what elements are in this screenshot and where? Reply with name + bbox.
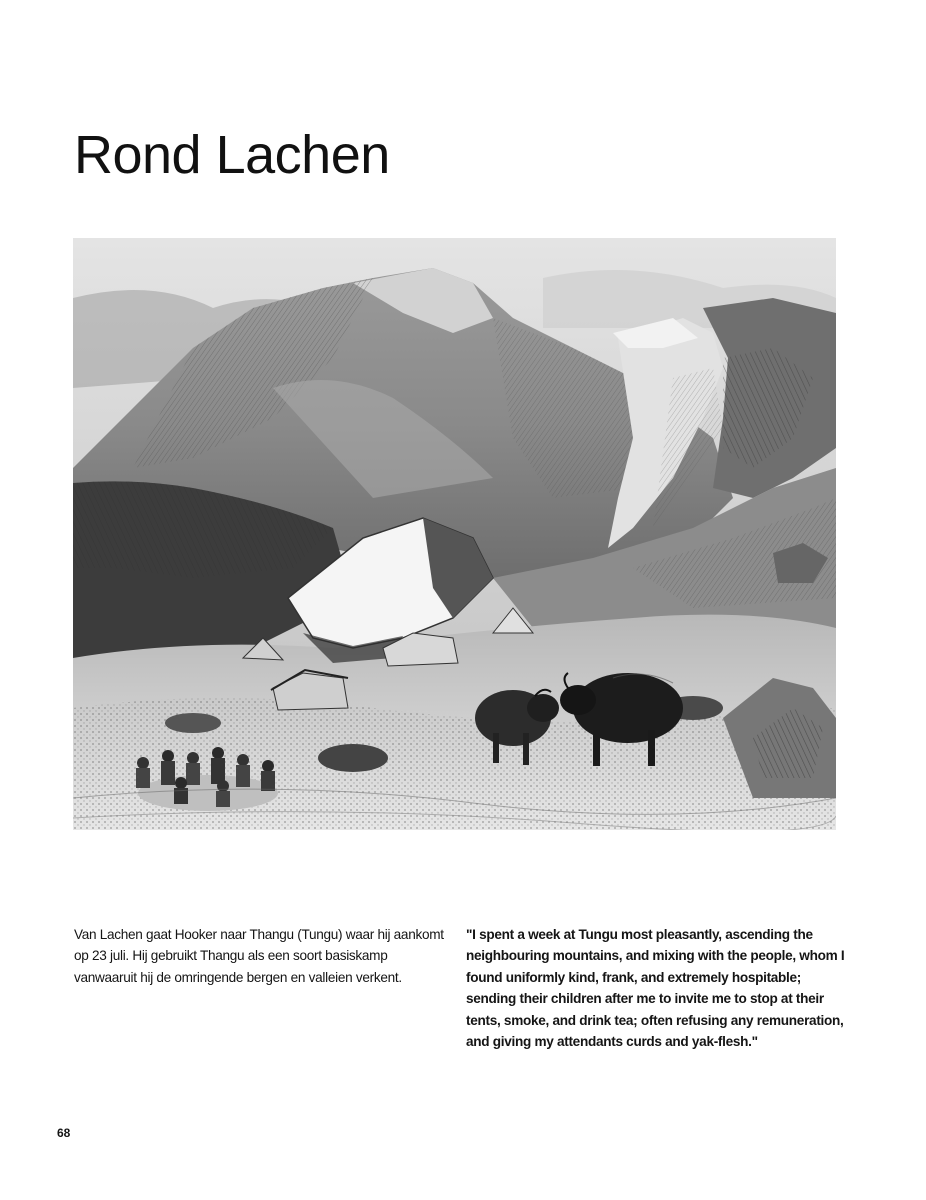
body-paragraph: Van Lachen gaat Hooker naar Thangu (Tungu) waar hij aankomt op 23 juli. Hij gebruikt Thangu als een soort basiskamp vanwaaruit hij de omringende bergen en valleien verkent. — [74, 927, 444, 985]
quote-paragraph: "I spent a week at Tungu most pleasantly, ascending the neighbouring mountains, and mixing with the people, whom I found uniformly kind, frank, and extremely hospitable; sending their children after me to invite me to stop at their tents, smoke, and drink tea; often refusing any remuneration, and giving my attendants curds and yak-flesh." — [466, 927, 845, 1050]
page-number: 68 — [57, 1126, 71, 1140]
page-title: Rond Lachen — [74, 125, 390, 185]
engraving-illustration — [73, 238, 836, 830]
engraving-drawing — [73, 238, 836, 830]
